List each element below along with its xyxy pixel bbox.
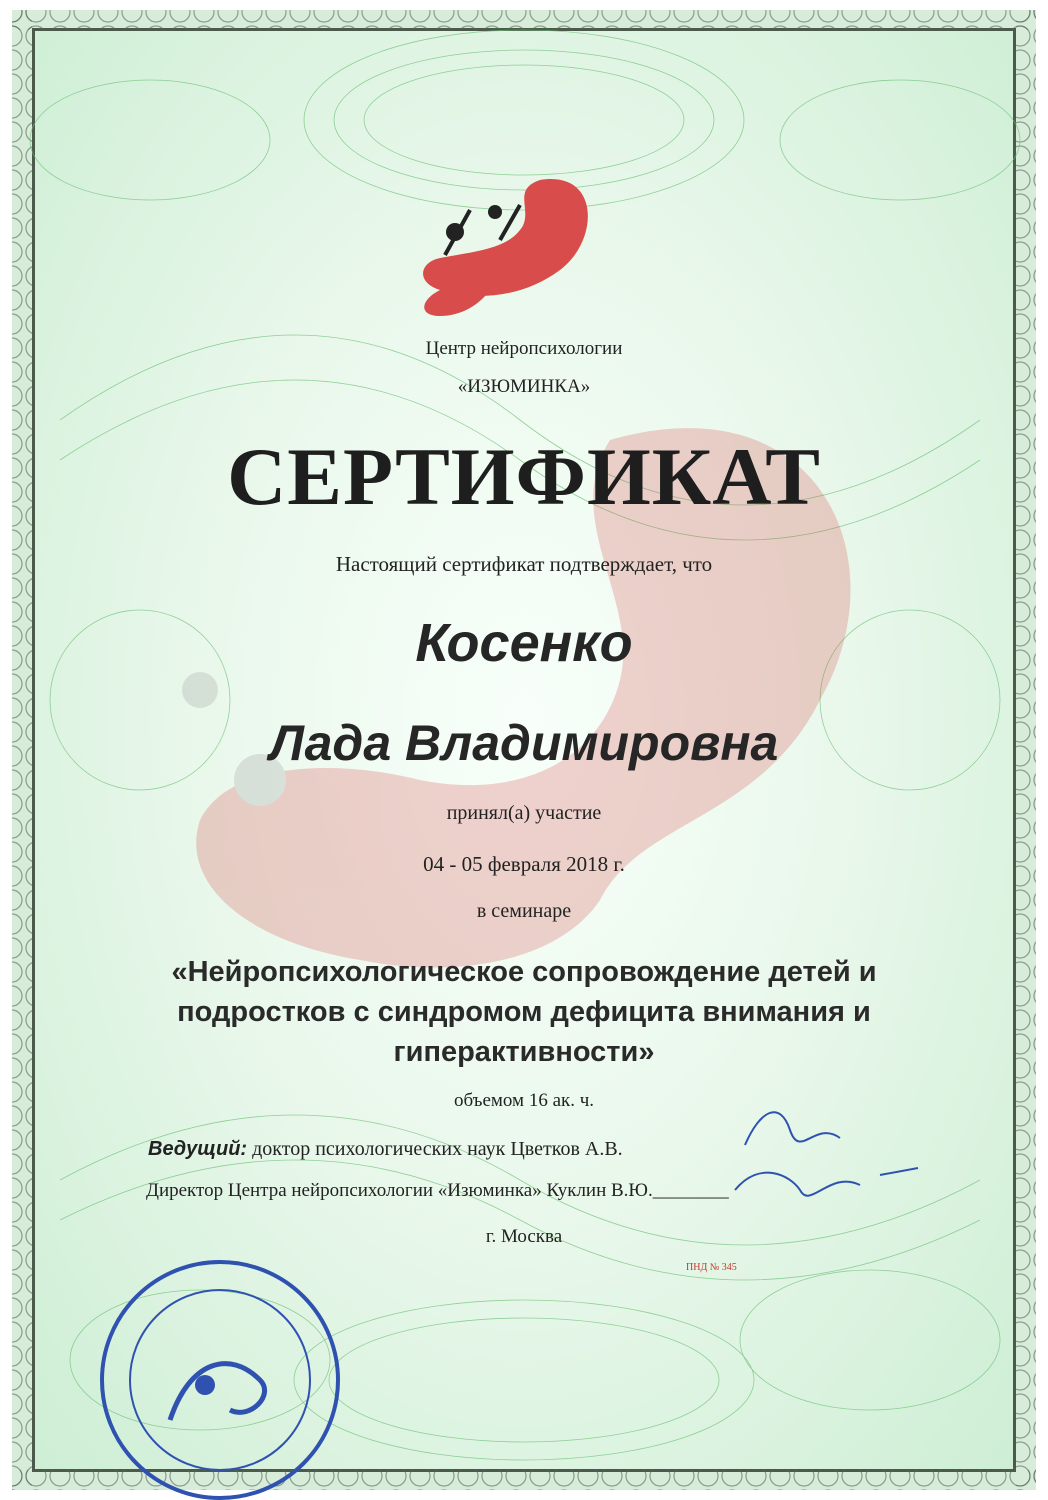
signature-marks [735, 1112, 918, 1195]
city: г. Москва [485, 1226, 563, 1247]
seminar-title [0, 952, 1048, 1072]
seminar-title-line: подростков с синдромом дефицита внимания и [177, 996, 871, 1028]
seminar-intro: в семинаре [476, 900, 572, 922]
director-line: Директор Центра нейропсихологии «Изюминка» Куклин В.Ю.________ [146, 1180, 729, 1201]
frame-top [12, 10, 1036, 30]
seminar-dates: 04 - 05 февраля 2018 г. [423, 852, 625, 876]
pnd-number: ПНД № 345 [686, 1262, 737, 1273]
lead-line [148, 1138, 623, 1161]
confirmation-text: Настоящий сертификат подтверждает, что [335, 552, 713, 576]
certificate-title: СЕРТИФИКАТ [227, 431, 821, 522]
organization-name-line2: «ИЗЮМИНКА» [457, 376, 591, 397]
frame-bottom [12, 1470, 1036, 1490]
recipient-given-names: Лада Владимировна [269, 715, 779, 771]
organization-name-line1: Центр нейропсихологии [425, 338, 623, 359]
organization-stamp [102, 1262, 338, 1498]
participation-text: принял(а) участие [446, 802, 602, 824]
course-volume: объемом 16 ак. ч. [453, 1090, 595, 1111]
lead-name: доктор психологических наук Цветков А.В. [252, 1138, 623, 1160]
seminar-title-line: «Нейропсихологическое сопровождение детей и [171, 956, 877, 988]
seminar-title-line: гиперактивности» [393, 1036, 655, 1068]
organization-logo [423, 179, 588, 316]
lead-role: Ведущий: [148, 1138, 248, 1160]
recipient-surname: Косенко [415, 613, 633, 673]
